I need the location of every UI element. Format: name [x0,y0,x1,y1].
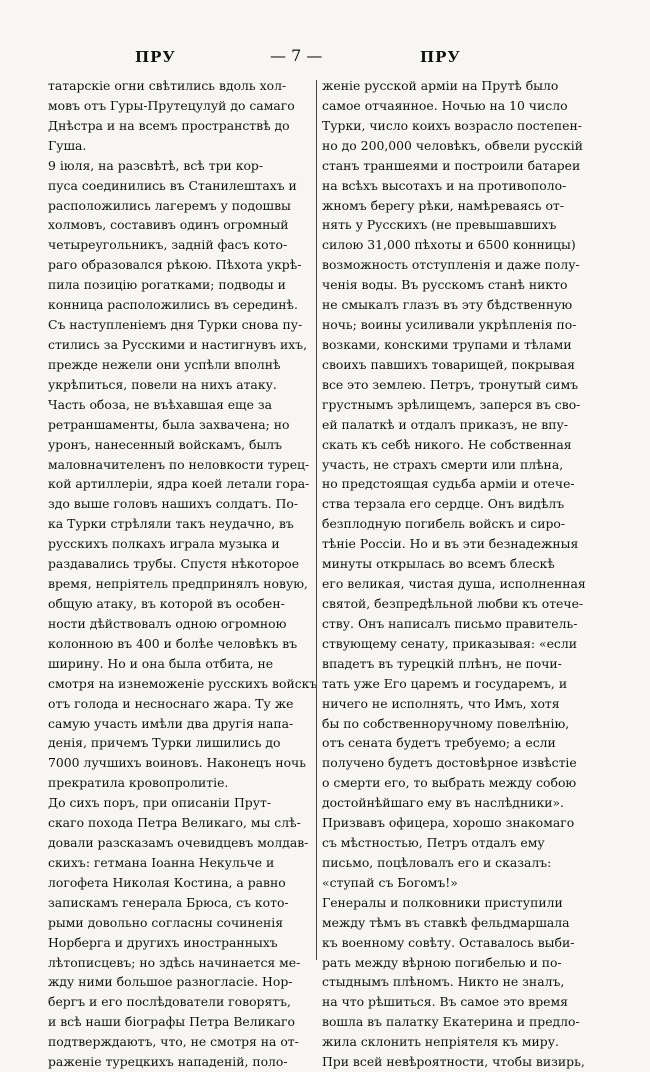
text-line: на что рѣшиться. Въ самое это время [322,994,568,1010]
text-line: денія, причемъ Турки лишились до [48,735,281,751]
text-line: возможность отступленія и даже полу- [322,257,580,273]
text-line: рать между вѣрною погибелью и по- [322,954,562,970]
text-line: запискамъ генерала Брюса, съ кото- [48,894,289,910]
text-line: При всей невѣроятности, чтобы визирь, [322,1054,585,1070]
text-line: достойнѣйшаго ему въ наслѣдники». [322,795,564,811]
left-running-head: ПРУ [135,48,176,66]
text-line: ретраншаменты, была захвачена; но [48,416,290,432]
text-line: подтверждаютъ, что, не смотря на от- [48,1034,299,1050]
text-line: Турки, число коихъ возрасло постепен- [322,117,582,133]
text-line: маловначителенъ по неловкости турец- [48,456,310,472]
text-line: между тѣмъ въ ставкѣ фельдмаршала [322,914,570,930]
text-line: ночь; воины усиливали укрѣпленія по- [322,317,577,333]
text-line: довали разсказамъ очевидцевъ молдав- [48,835,309,851]
text-line: но предстоящая судьба арміи и отече- [322,476,575,492]
text-line: о смерти его, то выбрать между собою [322,775,577,791]
text-line: лѣтописцевъ; но здѣсь начинается ме- [48,954,301,970]
text-line: ству. Онъ написалъ письмо правитель- [322,615,578,631]
text-line: уронъ, нанесенный войскамъ, былъ [48,436,283,452]
text-line: 7000 лучшихъ воиновъ. Наконецъ ночь [48,755,306,771]
text-line: бы по собственноручному повелѣнію, [322,715,570,731]
text-line: не смыкалъ глазъ въ эту бѣдственную [322,297,573,313]
text-line: раженіе турецкихъ нападеній, поло- [48,1054,288,1070]
text-line: святой, безпредѣльной любви къ отече- [322,595,584,611]
text-line: все это землею. Петръ, тронутый симъ [322,376,579,392]
text-line: логофета Николая Костина, а равно [48,874,286,890]
text-line: грустнымъ зрѣлищемъ, заперся въ сво- [322,396,581,412]
text-line: укрѣпиться, повели на нихъ атаку. [48,376,277,392]
text-line: станъ траншеями и построили батареи [322,157,581,173]
text-line: прекратила кровопролитіе. [48,775,229,791]
text-line: Гуша. [48,137,87,153]
page-header [0,48,650,72]
text-line: жномъ берегу рѣки, намѣреваясь от- [322,197,564,213]
text-line: смотря на изнеможеніе русскихъ войскъ [48,675,317,691]
text-line: вошла въ палатку Екатерина и предло- [322,1014,580,1030]
text-line: расположились лагеремъ у подошвы [48,197,291,213]
text-line: ширину. Но и она была отбита, не [48,655,274,671]
text-line: рыми довольно согласны сочиненія [48,914,284,930]
text-line: Часть обоза, не въѣхавшая еще за [48,396,272,412]
right-running-head: ПРУ [420,48,461,66]
text-line: силою 31,000 пѣхоты и 6500 конницы) [322,237,576,253]
text-line: и всѣ наши біографы Петра Великаго [48,1014,295,1030]
text-line: скать къ себѣ никого. Не собственная [322,436,572,452]
text-line: прежде нежели они успѣли вполнѣ [48,356,281,372]
text-line: но до 200,000 человѣкъ, обвели русскій [322,137,584,153]
text-line: общую атаку, въ которой въ особен- [48,595,285,611]
text-line: «ступай съ Богомъ!» [322,874,458,890]
text-line: безплодную погибель войскъ и сиро- [322,516,566,532]
text-line: впадетъ въ турецкій плѣнъ, не почи- [322,655,562,671]
text-line: раго образовался рѣкою. Пѣхота укрѣ- [48,257,302,273]
text-line: своихъ павшихъ товарищей, покрывая [322,356,575,372]
text-line: пуса соединились въ Станилештахъ и [48,177,297,193]
text-line: 9 іюля, на разсвѣтѣ, всѣ три кор- [48,157,264,173]
text-line: самую участь имѣли два другія напа- [48,715,294,731]
text-line: Днѣстра и на всемъ пространствѣ до [48,117,290,133]
text-line: Призвавъ офицера, хорошо знакомаго [322,815,575,831]
text-line: ности дѣйствовалъ одною огромною [48,615,287,631]
text-line: отъ сената будетъ требуемо; а если [322,735,556,751]
text-line: скаго похода Петра Великаго, мы слѣ- [48,815,301,831]
text-line: ничего не исполнять, что Имъ, хотя [322,695,560,711]
text-line: стились за Русскими и настигнувъ ихъ, [48,336,308,352]
text-line: стыднымъ плѣномъ. Никто не зналъ, [322,974,565,990]
text-line: До сихъ поръ, при описаніи Прут- [48,795,272,811]
text-line: Норберга и другихъ иностранныхъ [48,934,278,950]
text-line: время, непріятель предпринялъ новую, [48,576,308,592]
text-line: ей палаткѣ и отдалъ приказъ, не впу- [322,416,569,432]
text-line: возками, конскими трупами и тѣлами [322,336,572,352]
text-line: ства терзала его сердце. Онъ видѣлъ [322,496,565,512]
text-line: мовъ отъ Гуры-Прутецулуй до самаго [48,97,295,113]
text-line: колонною въ 400 и болѣе человѣкъ въ [48,635,298,651]
text-line: нять у Русскихъ (не превышавшихъ [322,217,557,233]
text-line: письмо, поцѣловалъ его и сказалъ: [322,854,552,870]
text-line: бергъ и его послѣдователи говорятъ, [48,994,291,1010]
text-line: пила позицію рогатками; подводы и [48,277,286,293]
text-line: отъ голода и несноснаго жара. Ту же [48,695,294,711]
text-line: скихъ: гетмана Іоанна Некульче и [48,854,275,870]
text-line: ствующему сенату, приказывая: «если [322,635,577,651]
text-line: здо выше головъ нашихъ солдатъ. По- [48,496,299,512]
text-line: жду ними большое разногласіе. Нор- [48,974,293,990]
text-line: участь, не страхъ смерти или плѣна, [322,456,564,472]
text-line: кой артиллеріи, ядра коей летали гора- [48,476,310,492]
text-line: съ мѣстностью, Петръ отдалъ ему [322,835,545,851]
text-line: минуты открылась во всемъ блескѣ [322,556,555,572]
text-line: холмовъ, составивъ одинъ огромный [48,217,289,233]
column-divider [316,80,317,960]
text-line: ка Турки стрѣляли такъ неудачно, въ [48,516,294,532]
right-text-column [322,76,591,1072]
text-line: раздавались трубы. Спустя нѣкоторое [48,556,300,572]
text-line: конница расположились въ серединѣ. [48,297,298,313]
text-line: Съ наступленіемъ дня Турки снова пу- [48,317,303,333]
text-line: къ военному совѣту. Оставалось выби- [322,934,575,950]
text-line: получено будетъ достовѣрное извѣстіе [322,755,577,771]
text-line: на всѣхъ высотахъ и на противополо- [322,177,567,193]
text-line: самое отчаянное. Ночью на 10 число [322,97,568,113]
text-line: четыреугольникъ, задній фасъ кото- [48,237,288,253]
text-line: тать уже Его царемъ и государемъ, и [322,675,568,691]
text-line: женіе русской арміи на Прутѣ было [322,78,559,93]
text-line: русскихъ полкахъ играла музыка и [48,536,280,552]
page-number: — 7 — [270,46,323,65]
text-line: татарскіе огни свѣтились вдоль хол- [48,78,287,93]
text-line: жила склонить непріятеля къ миру. [322,1034,559,1050]
left-text-column [48,76,317,1072]
text-line: Генералы и полковники приступили [322,894,563,910]
text-line: тѣніе Россіи. Но и въ эти безнадежныя [322,536,579,552]
text-line: его великая, чистая душа, исполненная [322,576,586,592]
text-line: ченія воды. Въ русскомъ станѣ никто [322,277,568,293]
